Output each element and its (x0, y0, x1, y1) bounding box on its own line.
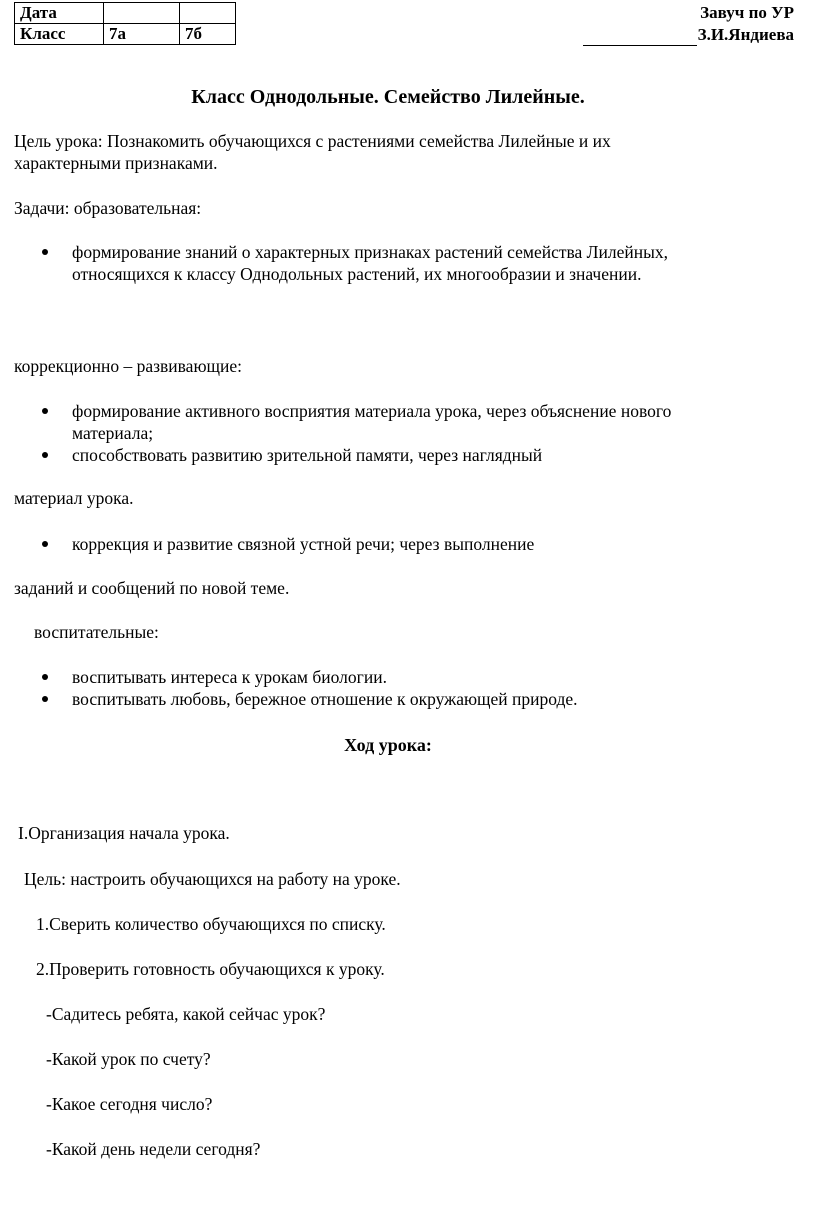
bullet-icon (42, 541, 48, 547)
list-item (42, 241, 762, 285)
tasks-label: Задачи: образовательная: (14, 198, 202, 218)
list-item (42, 444, 762, 466)
correction-bullet-list-2 (42, 533, 762, 555)
list-item (42, 666, 762, 688)
list-item-line: способствовать развитию зрительной памяти, через наглядный (72, 445, 543, 465)
bullet-icon (42, 249, 48, 255)
approval-block (583, 2, 794, 46)
list-item-line: относящихся к классу Однодольных растений, их многообразии и значении. (72, 264, 642, 284)
signature-line (583, 29, 697, 46)
list-item-line: материала; (72, 423, 154, 443)
list-item (42, 688, 762, 710)
approval-title: Завуч по УР (700, 3, 794, 22)
table-row (15, 24, 236, 45)
correction-continuation: материал урока. (14, 488, 134, 508)
lesson-heading: Ход урока: (344, 735, 432, 755)
question-item: -Какое сегодня число? (46, 1094, 213, 1114)
list-item (42, 533, 762, 555)
bullet-icon (42, 696, 48, 702)
approval-name: З.И.Яндиева (697, 25, 794, 44)
step-item: 1.Сверить количество обучающихся по списку. (36, 914, 386, 934)
step-item: 2.Проверить готовность обучающихся к уроку. (36, 959, 385, 979)
goal-line: Цель урока: Познакомить обучающихся с растениями семейства Лилейные и их (14, 131, 611, 151)
table-cell: Дата (15, 3, 104, 24)
table-cell: 7а (104, 24, 180, 45)
org-goal: Цель: настроить обучающихся на работу на уроке. (24, 869, 401, 889)
list-item-line: коррекция и развитие связной устной речи; через выполнение (72, 534, 535, 554)
correction-label: коррекционно – развивающие: (14, 356, 242, 376)
bullet-icon (42, 408, 48, 414)
org-title: I.Организация начала урока. (18, 823, 230, 843)
bullet-icon (42, 452, 48, 458)
approval-signature (583, 24, 794, 46)
question-item: -Какой день недели сегодня? (46, 1139, 261, 1159)
lesson-goal (14, 130, 714, 174)
correction-continuation: заданий и сообщений по новой теме. (14, 578, 290, 598)
table-cell: 7б (180, 24, 236, 45)
list-item-line: формирование активного восприятия материала урока, через объяснение нового (72, 401, 672, 421)
goal-line: характерными признаками. (14, 153, 218, 173)
page-title: Класс Однодольные. Семейство Лилейные. (191, 86, 585, 108)
question-item: -Какой урок по счету? (46, 1049, 211, 1069)
table-cell: Класс (15, 24, 104, 45)
correction-bullet-list (42, 400, 762, 466)
question-item: -Садитесь ребята, какой сейчас урок? (46, 1004, 326, 1024)
date-class-table (14, 2, 236, 45)
upbringing-bullet-list (42, 666, 762, 710)
table-cell (104, 3, 180, 24)
table-row (15, 3, 236, 24)
upbringing-label: воспитательные: (34, 622, 159, 642)
list-item-line: воспитывать любовь, бережное отношение к окружающей природе. (72, 689, 578, 709)
list-item-line: воспитывать интереса к урокам биологии. (72, 667, 387, 687)
list-item-line: формирование знаний о характерных признаках растений семейства Лилейных, (72, 242, 669, 262)
bullet-icon (42, 674, 48, 680)
list-item (42, 400, 762, 444)
edu-bullet-list (42, 241, 762, 285)
table-cell (180, 3, 236, 24)
